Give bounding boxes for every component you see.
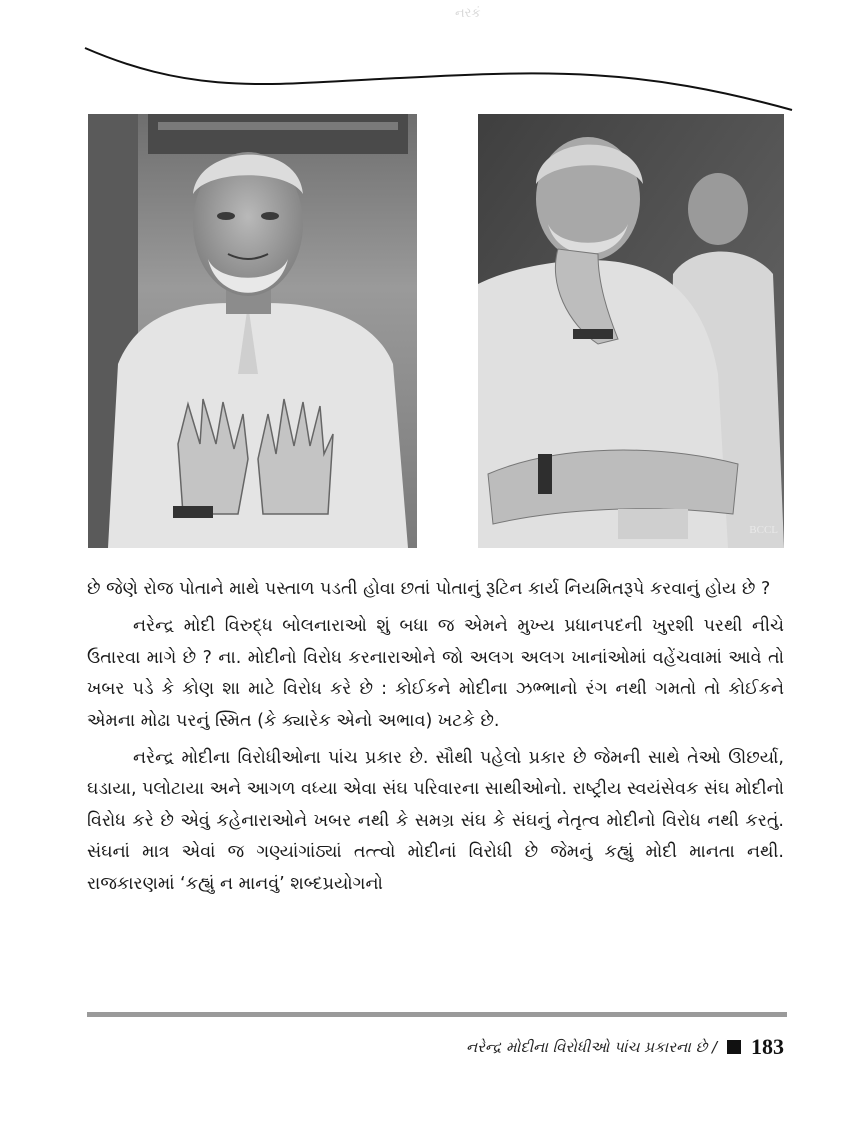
paragraph: છે જેણે રોજ પોતાને માથે પસ્તાળ પડતી હોવા છતાં પોતાનું રૂટિન કાર્ય નિયમિતરૂપે કરવાનું હોય છે ?	[87, 579, 771, 599]
photo-right	[478, 114, 784, 548]
person-resting-chin-on-hand-icon	[478, 114, 784, 548]
running-title: નરેન્દ્ર મોદીના વિરોધીઓ પાંચ પ્રકારના છે /	[465, 1038, 717, 1056]
header-mark: નરકં	[455, 6, 481, 21]
footer-rule	[87, 1012, 787, 1017]
watermark: BCCL	[749, 524, 778, 536]
paragraph: નરેન્દ્ર મોદી વિરુદ્ધ બોલનારાઓ શું બધા જ એમને મુખ્ય પ્રધાનપદની ખુરશી પરથી નીચે ઉતારવા માગે છે ? ના. મોદીનો વિરોધ કરનારાઓને જો અલગ અલગ ખાનાંઓમાં વહેંચવામાં આવે તો ખબર પડે કે કોણ શા માટે વિરોધ કરે છે : કોઈકને મોદીના ઝભ્ભાનો રંગ નથી ગમતો તો કોઈકને એમના મોઢા પરનું સ્મિત (કે ક્યારેક એનો અભાવ) ખટકે છે.	[87, 616, 784, 731]
photo-left	[88, 114, 417, 548]
square-bullet-icon	[727, 1040, 741, 1054]
decorative-wave-line	[80, 38, 800, 118]
page-number: 183	[751, 1034, 784, 1059]
paragraph: નરેન્દ્ર મોદીના વિરોધીઓના પાંચ પ્રકાર છે. સૌથી પહેલો પ્રકાર છે જેમની સાથે તેઓ ઊછર્યા, ઘડાયા, પલોટાયા અને આગળ વધ્યા એવા સંઘ પરિવારના સાથીઓનો. રાષ્ટ્રીય સ્વયંસેવક સંઘ મોદીનો વિરોધ કરે છે એવું કહેનારાઓને ખબર નથી કે સમગ્ર સંઘ કે સંઘનું નેતૃત્વ મોદીનો વિરોધ નથી કરતું. સંઘનાં માત્ર એવાં જ ગણ્યાંગાંઠ્યાં તત્ત્વો મોદીનાં વિરોધી છે જેમનું કહ્યું મોદી માનતા નથી. રાજકારણમાં ‘કહ્યું ન માનવું’ શબ્દપ્રયોગનો	[87, 748, 784, 894]
body-text	[87, 574, 784, 906]
footer	[466, 1030, 784, 1064]
person-smiling-hands-raised-icon	[88, 114, 417, 548]
